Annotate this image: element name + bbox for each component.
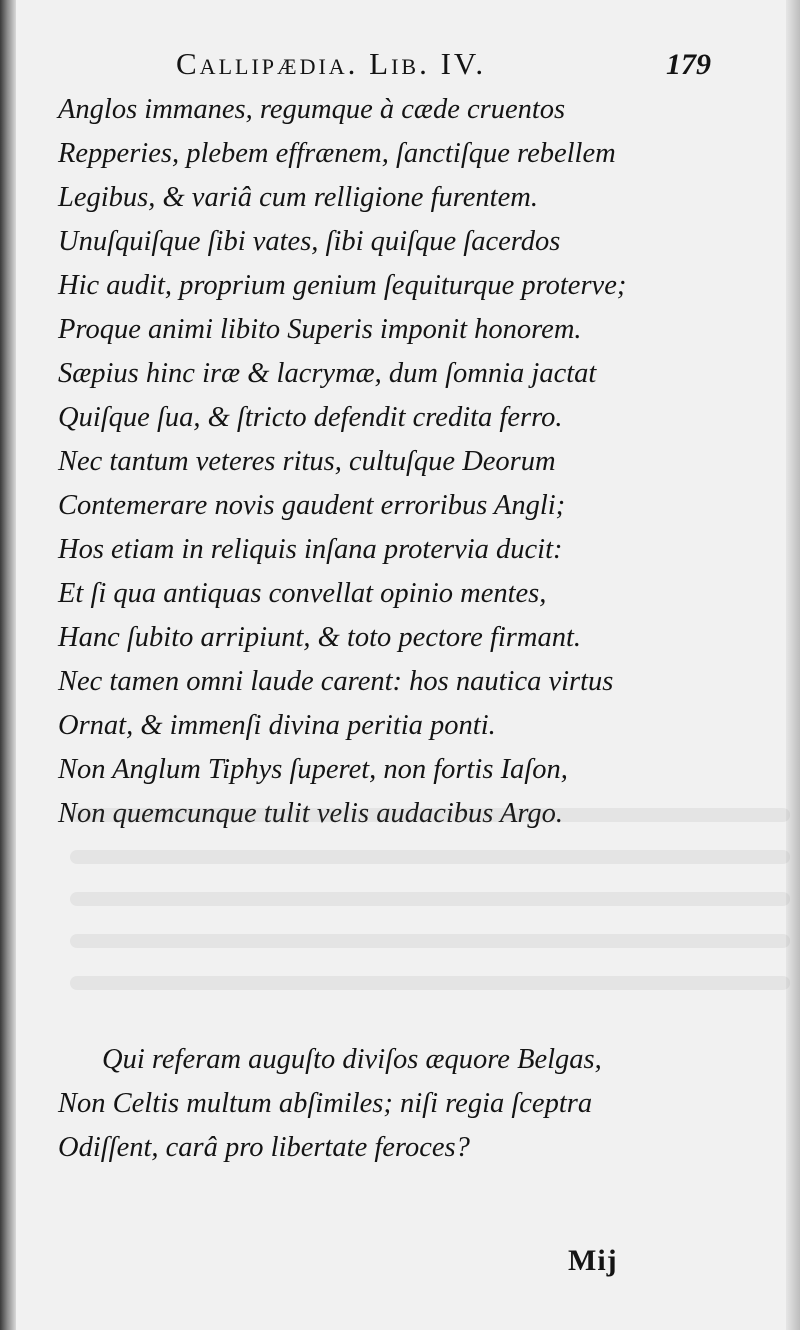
verse-block-second xyxy=(58,1038,758,1170)
verse-line: Non quemcunque tulit velis audacibus Argo. xyxy=(58,798,564,829)
verse-line: Repperies, plebem effrænem, ſanctiſque rebellem xyxy=(58,138,616,169)
verse-line: Hos etiam in reliquis inſana protervia ducit: xyxy=(58,534,563,565)
bleed-through-line xyxy=(70,808,790,822)
bleed-through-line xyxy=(70,976,790,990)
bleed-through-area xyxy=(30,790,770,1030)
verse-line: Ornat, & immenſi divina peritia ponti. xyxy=(58,710,496,741)
verse-line: Contemerare novis gaudent erroribus Angli; xyxy=(58,490,566,521)
verse-line: Sæpius hinc iræ & lacrymæ, dum ſomnia jactat xyxy=(58,358,597,389)
bleed-through-line xyxy=(70,850,790,864)
verse-line: Legibus, & variâ cum relligione furentem. xyxy=(58,182,538,213)
signature-mark: Mij xyxy=(568,1244,618,1277)
verse-line: Qui referam auguſto diviſos æquore Belgas, xyxy=(102,1044,602,1075)
verse-line: Nec tamen omni laude carent: hos nautica virtus xyxy=(58,666,614,697)
verse-line: Non Anglum Tiphys ſuperet, non fortis Iaſon, xyxy=(58,754,568,785)
verse-line: Non Celtis multum abſimiles; niſi regia ſceptra xyxy=(58,1088,593,1119)
verse-line: Proque animi libito Superis imponit honorem. xyxy=(58,314,582,345)
verse-line: Odiſſent, carâ pro libertate feroces? xyxy=(58,1132,470,1163)
verse-block-main xyxy=(58,88,758,836)
bleed-through-line xyxy=(70,892,790,906)
verse-line: Nec tantum veteres ritus, cultuſque Deorum xyxy=(58,446,556,477)
page-number: 179 xyxy=(666,48,711,81)
verse-line: Hanc ſubito arripiunt, & toto pectore firmant. xyxy=(58,622,582,653)
page-header xyxy=(0,44,800,84)
page-edge-right xyxy=(786,0,800,1330)
page-edge-left xyxy=(0,0,16,1330)
bleed-through-line xyxy=(70,934,790,948)
verse-line: Anglos immanes, regumque à cæde cruentos xyxy=(58,94,566,125)
running-head: Callipædia. Lib. IV. xyxy=(176,46,487,81)
verse-line: Hic audit, proprium genium ſequiturque proterve; xyxy=(58,270,627,301)
verse-line: Unuſquiſque ſibi vates, ſibi quiſque ſacerdos xyxy=(58,226,561,257)
verse-line: Et ſi qua antiquas convellat opinio mentes, xyxy=(58,578,547,609)
verse-line: Quiſque ſua, & ſtricto defendit credita ferro. xyxy=(58,402,563,433)
